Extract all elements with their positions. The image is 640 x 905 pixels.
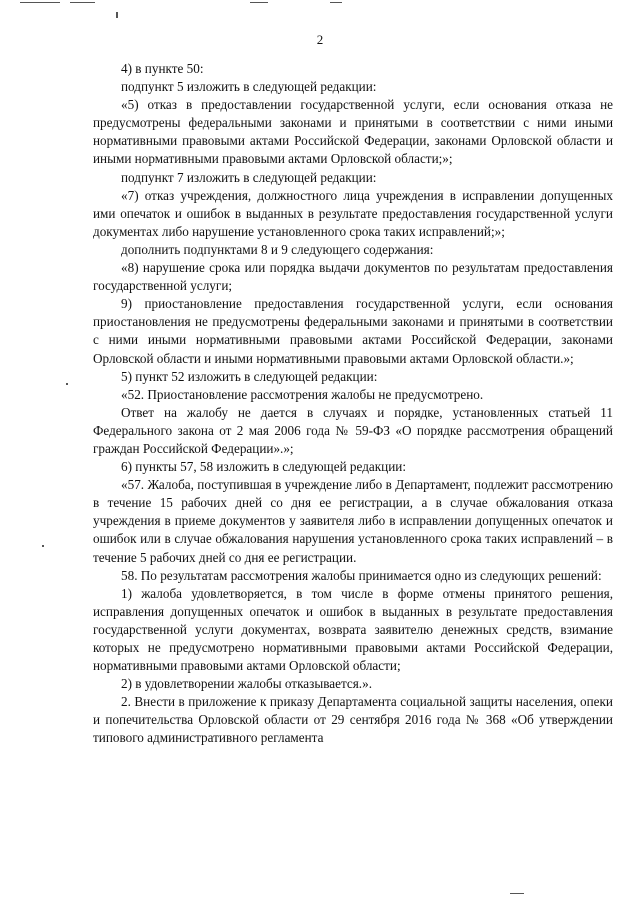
scan-artifact (70, 2, 95, 3)
paragraph: «8) нарушение срока или порядка выдачи документов по результатам предоставления государственной услуги; (93, 260, 613, 294)
paragraph: подпункт 7 изложить в следующей редакции: (121, 169, 377, 185)
paragraph: 6) пункты 57, 58 изложить в следующей редакции: (121, 459, 406, 475)
paragraph: дополнить подпунктами 8 и 9 следующего содержания: (121, 241, 434, 257)
paragraph: 9) приостановление предоставления государственной услуги, если основания приостановления не предусмотрены федеральными законами и принятыми в соответствии с ними иными нормативными правовыми актами Российской Федерации, законами Орловской области и иными нормативными правовыми актами Орловской области.»; (93, 296, 613, 366)
paragraph: 2) в удовлетворении жалобы отказывается.». (121, 676, 372, 692)
scan-artifact (116, 12, 118, 18)
scan-artifact (250, 2, 268, 3)
scan-artifact (42, 545, 44, 547)
scan-artifact (20, 2, 60, 3)
document-body (93, 60, 613, 748)
paragraph: 1) жалоба удовлетворяется, в том числе в форме отмены принятого решения, исправления допущенных опечаток и ошибок в выданных в результате предоставления государственной услуги документах, возврата заявителю денежных средств, взимание которых не предусмотрено нормативными правовыми актами Российской Федерации, нормативными правовыми актами Орловской области; (93, 585, 613, 674)
paragraph: Ответ на жалобу не дается в случаях и порядке, установленных статьей 11 Федерального закона от 2 мая 2006 года № 59-ФЗ «О порядке рассмотрения обращений граждан Российской Федерации».»; (93, 404, 613, 456)
scan-artifact (330, 2, 342, 3)
scan-artifact (510, 893, 524, 894)
paragraph: «52. Приостановление рассмотрения жалобы не предусмотрено. (121, 386, 484, 402)
paragraph: «57. Жалоба, поступившая в учреждение либо в Департамент, подлежит рассмотрению в течение 15 рабочих дней со дня ее регистрации, а в случае обжалования отказа учреждения в приеме документов у заявителя либо в исправлении допущенных опечаток и ошибок или в случае обжалования нарушения установленного срока таких исправлений – в течение 5 рабочих дней со дня ее регистрации. (93, 477, 613, 565)
paragraph: 4) в пункте 50: (121, 61, 204, 76)
paragraph: подпункт 5 изложить в следующей редакции: (121, 79, 377, 95)
paragraph: 5) пункт 52 изложить в следующей редакции: (121, 368, 378, 384)
paragraph: «7) отказ учреждения, должностного лица учреждения в исправлении допущенных ими опечаток и ошибок в выданных в результате предоставления государственной услуги документах либо нарушение установленного срока таких исправлений;»; (93, 187, 613, 239)
paragraph: 58. По результатам рассмотрения жалобы принимается одно из следующих решений: (121, 567, 602, 583)
page-number: 2 (316, 32, 324, 47)
scan-artifact (66, 383, 68, 385)
paragraph: «5) отказ в предоставлении государственной услуги, если основания отказа не предусмотрены федеральными законами и принятыми в соответствии с ними иными нормативными правовыми актами Российской Федерации, законами Орловской области и иными нормативными правовыми актами Орловской области;»; (93, 97, 613, 167)
paragraph: 2. Внести в приложение к приказу Департамента социальной защиты населения, опеки и попечительства Орловской области от 29 сентября 2016 года № 368 «Об утверждении типового административного регламента (93, 694, 613, 746)
